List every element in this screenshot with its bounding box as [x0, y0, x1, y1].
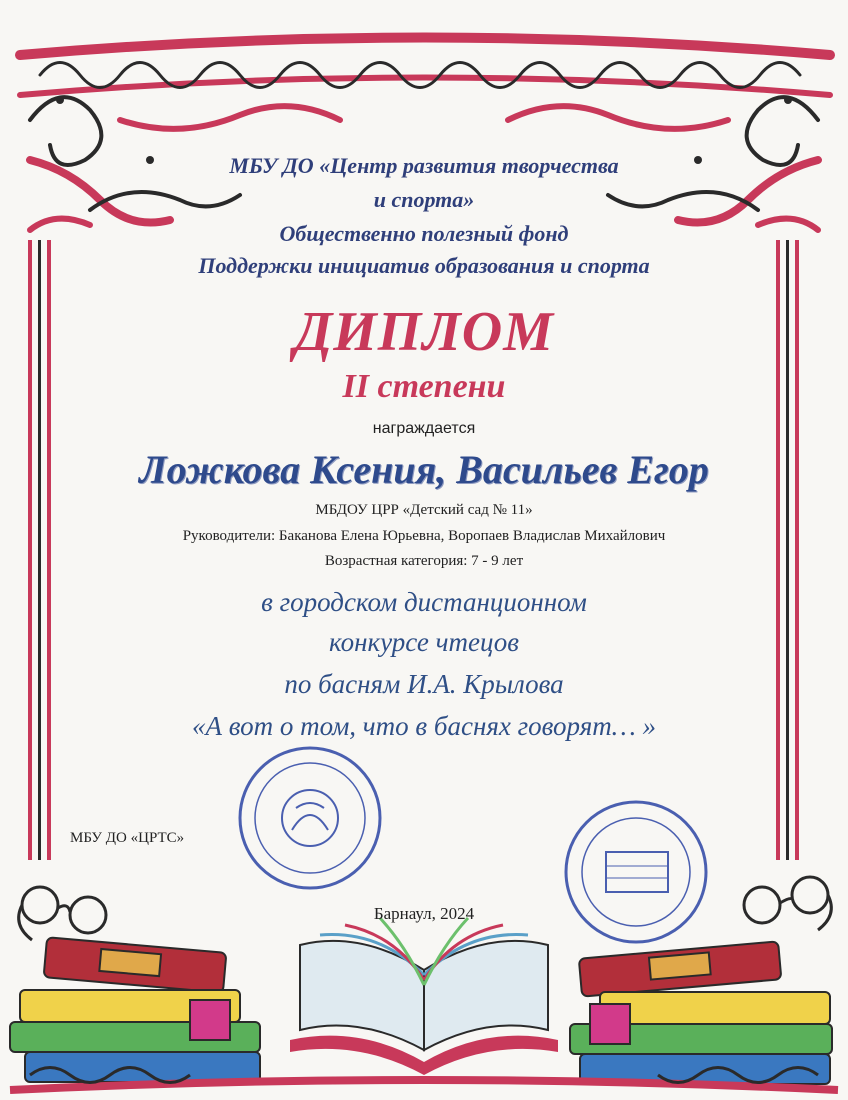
org-line-1: МБУ ДО «Центр развития творчества — [229, 153, 619, 178]
open-book-icon — [290, 918, 558, 1075]
institution: МБДОУ ЦРР «Детский сад № 11» — [315, 502, 533, 518]
book-stack-right — [570, 941, 832, 1084]
org-line-2: и спорта» — [373, 187, 475, 212]
supervisors: Руководители: Баканова Елена Юрьевна, Воропаев Владислав Михайлович — [182, 528, 666, 544]
diploma-title: ДИПЛОМ — [293, 301, 555, 363]
contest-line-2: конкурсе чтецов — [328, 627, 520, 657]
recipient-names: Ложкова Ксения, Васильев Егор — [139, 447, 709, 492]
book-stack-left — [10, 937, 260, 1082]
org-line-4: Поддержки инициатив образования и спорта — [198, 253, 650, 278]
age-category: Возрастная категория: 7 - 9 лет — [324, 553, 524, 569]
contest-line-1: в городском дистанционном — [261, 587, 587, 617]
diploma-degree: II степени — [342, 368, 506, 405]
org-line-3: Общественно полезный фонд — [279, 221, 569, 246]
signatory-label: МБУ ДО «ЦРТС» — [70, 830, 185, 846]
contest-line-3: по басням И.А. Крылова — [284, 669, 564, 699]
awarded-label: награждается — [372, 420, 476, 437]
city-year: Барнаул, 2024 — [373, 904, 475, 923]
round-stamp-left — [240, 748, 380, 888]
contest-line-4: «А вот о том, что в баснях говорят… » — [192, 711, 656, 741]
